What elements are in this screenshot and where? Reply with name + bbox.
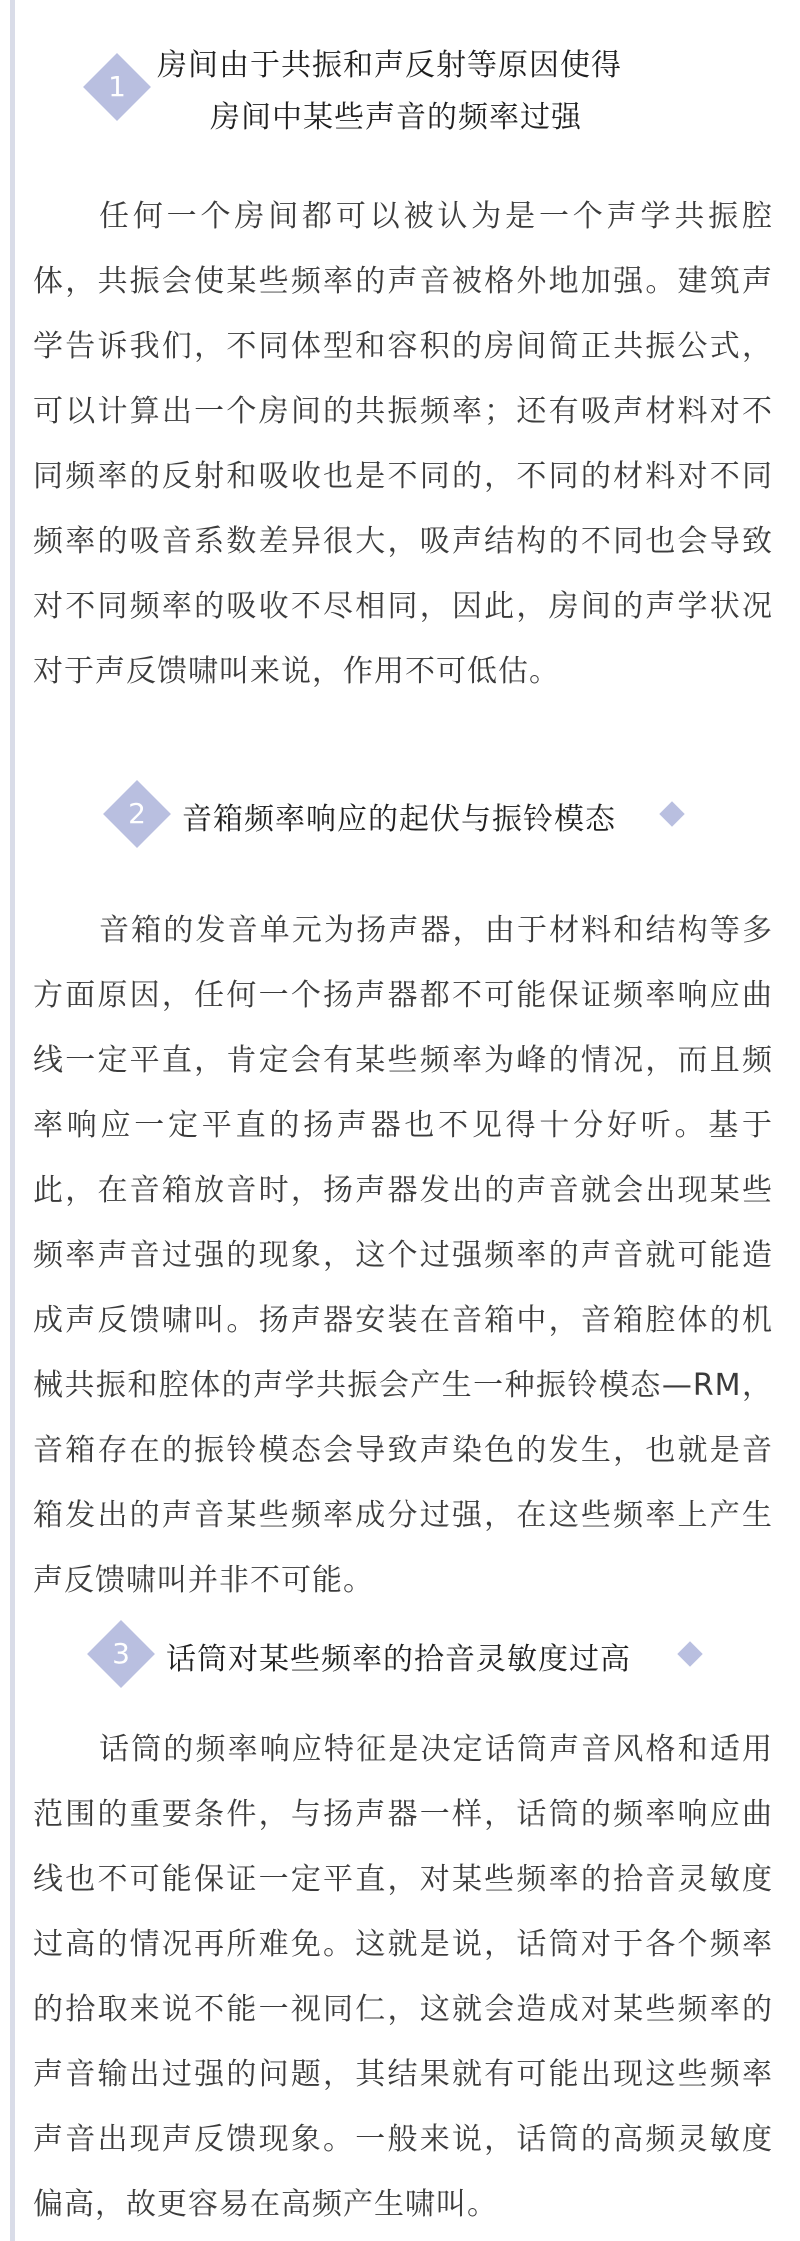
section-2-heading — [0, 780, 800, 848]
trailing-diamond-icon — [677, 1641, 702, 1666]
section-2-title: 音箱频率响应的起伏与振铃模态 — [182, 802, 616, 837]
section-number-1: 1 — [108, 70, 126, 103]
section-1-title-line-2: 房间中某些声音的频率过强 — [210, 100, 582, 135]
section-1-title-line-1: 房间由于共振和声反射等原因使得 — [157, 48, 622, 83]
trailing-diamond-icon — [659, 801, 684, 826]
left-accent-rule — [10, 0, 15, 2241]
section-number-2: 2 — [128, 797, 146, 830]
section-1-heading — [0, 40, 800, 150]
section-number-3: 3 — [112, 1637, 130, 1670]
section-3-title: 话筒对某些频率的拾音灵敏度过高 — [166, 1642, 631, 1677]
section-3-heading — [0, 1620, 800, 1688]
section-1-body: 任何一个房间都可以被认为是一个声学共振腔体，共振会使某些频率的声音被格外地加强。建筑声学告诉我们，不同体型和容积的房间简正共振公式，可以计算出一个房间的共振频率；还有吸声材料对不同频率的反射和吸收也是不同的，不同的材料对不同频率的吸音系数差异很大，吸声结构的不同也会导致对不同频率的吸收不尽相同，因此，房间的声学状况对于声反馈啸叫来说，作用不可低估。 — [33, 199, 773, 689]
section-2-body: 音箱的发音单元为扬声器，由于材料和结构等多方面原因，任何一个扬声器都不可能保证频率响应曲线一定平直，肯定会有某些频率为峰的情况，而且频率响应一定平直的扬声器也不见得十分好听。基于此，在音箱放音时，扬声器发出的声音就会出现某些频率声音过强的现象，这个过强频率的声音就可能造成声反馈啸叫。扬声器安装在音箱中，音箱腔体的机械共振和腔体的声学共振会产生一种振铃模态—RM，音箱存在的振铃模态会导致声染色的发生，也就是音箱发出的声音某些频率成分过强，在这些频率上产生声反馈啸叫并非不可能。 — [33, 913, 773, 1598]
section-3-body: 话筒的频率响应特征是决定话筒声音风格和适用范围的重要条件，与扬声器一样，话筒的频率响应曲线也不可能保证一定平直，对某些频率的拾音灵敏度过高的情况再所难免。这就是说，话筒对于各个频率的拾取来说不能一视同仁，这就会造成对某些频率的声音输出过强的问题，其结果就有可能出现这些频率声音出现声反馈现象。一般来说，话筒的高频灵敏度偏高，故更容易在高频产生啸叫。 — [33, 1732, 773, 2222]
